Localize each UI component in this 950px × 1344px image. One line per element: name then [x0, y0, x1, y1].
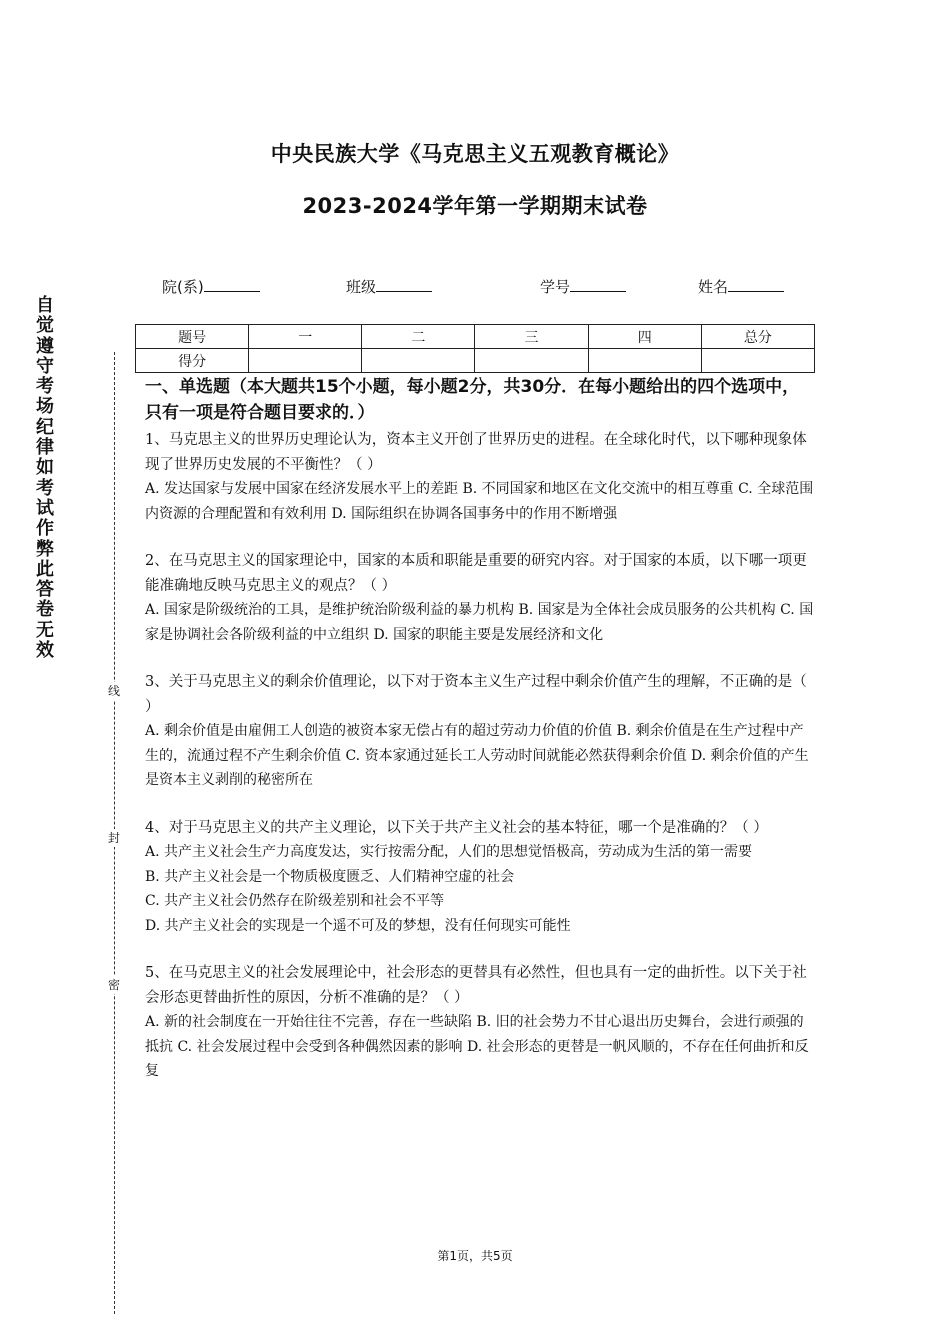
question-stem: 3、关于马克思主义的剩余价值理论，以下对于资本主义生产过程中剩余价值产生的理解，不正确的是（ ） [145, 674, 807, 715]
question-options: A. 新的社会制度在一开始往往不完善，存在一些缺陷 B. 旧的社会势力不甘心退出历史舞台，会进行顽强的抵抗 C. 社会发展过程中会受到各种偶然因素的影响 D. 社会形态的更替是一帆风顺的，不存在任何曲折和反复 [145, 1014, 809, 1079]
option-b: B. 共产主义社会是一个物质极度匮乏、人们精神空虚的社会 [145, 868, 515, 885]
department-blank[interactable] [204, 277, 260, 292]
class-field [346, 276, 432, 297]
score-cell-header: 二 [362, 325, 475, 349]
score-cell-header: 一 [249, 325, 362, 349]
question-options: A. 剩余价值是由雇佣工人创造的被资本家无偿占有的超过劳动力价值的价值 B. 剩余价值是在生产过程中产生的，流通过程不产生剩余价值 C. 资本家通过延长工人劳动时间就能必然获得剩余价值 D. 剩余价值的产生是资本主义剥削的秘密所在 [145, 723, 809, 788]
student-id-label: 学号 [540, 278, 571, 296]
seal-secret-label: 密 [105, 976, 123, 994]
exam-title-line2: 2023-2024学年第一学期期末试卷 [302, 194, 648, 218]
exam-discipline-warning: 自觉遵守考场纪律如考试作弊此答卷无效 [36, 295, 54, 662]
score-cell-blank[interactable] [701, 349, 814, 373]
question-stem: 5、在马克思主义的社会发展理论中，社会形态的更替具有必然性，但也具有一定的曲折性。以下关于社会形态更替曲折性的原因，分析不准确的是？（ ） [145, 965, 807, 1006]
score-table-header-row [136, 325, 815, 349]
page-number: 第1页，共5页 [437, 1249, 513, 1263]
name-blank[interactable] [728, 277, 784, 292]
option-c: C. 共产主义社会仍然存在阶级差别和社会不平等 [145, 893, 445, 909]
score-table-score-row [136, 349, 815, 373]
question-options: A. 国家是阶级统治的工具，是维护统治阶级利益的暴力机构 B. 国家是为全体社会成员服务的公共机构 C. 国家是协调社会各阶级利益的中立组织 D. 国家的职能主要是发展经济和文化 [145, 602, 814, 643]
score-cell-blank[interactable] [475, 349, 588, 373]
score-row-label: 得分 [136, 349, 249, 373]
score-cell-header: 题号 [136, 325, 249, 349]
score-cell-header: 总分 [701, 325, 814, 349]
question-stem: 2、在马克思主义的国家理论中，国家的本质和职能是重要的研究内容。对于国家的本质，以下哪一项更能准确地反映马克思主义的观点？（ ） [145, 553, 807, 594]
score-cell-header: 四 [588, 325, 701, 349]
question-1 [145, 428, 815, 526]
question-3 [145, 670, 815, 793]
class-blank[interactable] [376, 277, 432, 292]
section-heading: 一、单选题（本大题共15个小题，每小题2分，共30分．在每小题给出的四个选项中，只有一项是符合题目要求的．） [145, 377, 800, 423]
question-5 [145, 961, 815, 1084]
seal-seal-label: 封 [105, 829, 123, 847]
seal-line-label: 线 [105, 682, 123, 700]
option-d: D. 共产主义社会的实现是一个遥不可及的梦想，没有任何现实可能性 [145, 917, 571, 934]
question-options: A. 发达国家与发展中国家在经济发展水平上的差距 B. 不同国家和地区在文化交流中的相互尊重 C. 全球范围内资源的合理配置和有效利用 D. 国际组织在协调各国事务中的作用不断增强 [145, 481, 814, 522]
question-2 [145, 549, 815, 647]
student-id-field [540, 276, 626, 297]
question-section [145, 374, 815, 1107]
department-label: 院(系) [162, 278, 204, 296]
department-field [162, 276, 260, 297]
question-stem: 4、对于马克思主义的共产主义理论，以下关于共产主义社会的基本特征，哪一个是准确的？（ ） [145, 819, 768, 836]
name-label: 姓名 [698, 278, 729, 296]
student-id-blank[interactable] [570, 277, 626, 292]
class-label: 班级 [346, 278, 377, 296]
score-cell-blank[interactable] [588, 349, 701, 373]
question-4 [145, 816, 815, 939]
question-stem: 1、马克思主义的世界历史理论认为，资本主义开创了世界历史的进程。在全球化时代，以下哪种现象体现了世界历史发展的不平衡性？（ ） [145, 432, 807, 473]
exam-title-line1: 中央民族大学《马克思主义五观教育概论》 [270, 142, 680, 166]
score-cell-header: 三 [475, 325, 588, 349]
score-cell-blank[interactable] [362, 349, 475, 373]
score-cell-blank[interactable] [249, 349, 362, 373]
option-a: A. 共产主义社会生产力高度发达，实行按需分配，人们的思想觉悟极高，劳动成为生活的第一需要 [145, 844, 753, 860]
name-field [698, 276, 784, 297]
score-table [135, 324, 815, 373]
